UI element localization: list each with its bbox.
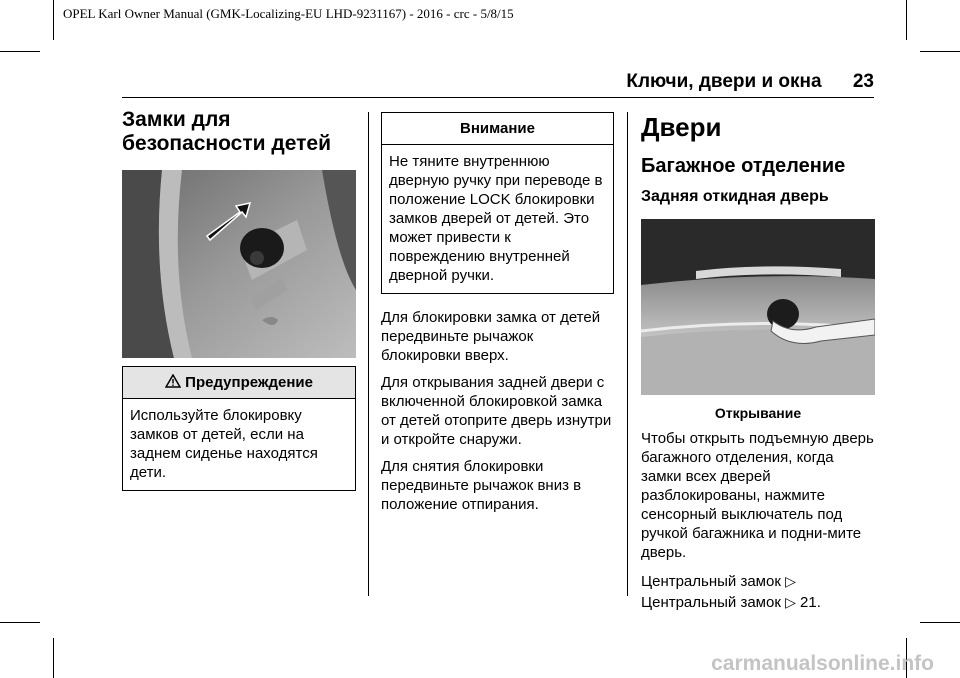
crop-mark bbox=[920, 622, 960, 623]
cross-reference[interactable] bbox=[641, 593, 875, 612]
warning-text: Используйте блокировку замков от детей, если на заднем сиденье находятся дети. bbox=[130, 407, 318, 481]
page-reference-triangle-icon: ▷ bbox=[785, 573, 796, 589]
page-number: 23 bbox=[852, 71, 874, 92]
crop-mark bbox=[0, 622, 40, 623]
crop-mark bbox=[0, 51, 40, 52]
warning-triangle-icon bbox=[165, 374, 185, 391]
running-head-title: Ключи, двери и окна bbox=[626, 71, 822, 92]
cross-reference-page: 21. bbox=[800, 594, 821, 611]
child-lock-illustration bbox=[122, 170, 356, 358]
cross-reference[interactable] bbox=[641, 572, 875, 591]
section-title-child-locks: Замки для безопасности детей bbox=[122, 108, 331, 155]
paragraph-open: Для открывания задней двери с включенной блокировкой замка от детей отоприте дверь изнутри и откройте снаружи. bbox=[381, 374, 612, 448]
notice-box bbox=[381, 112, 614, 294]
tailgate-photo bbox=[641, 219, 875, 395]
tailgate-illustration bbox=[641, 219, 875, 395]
column-1 bbox=[122, 108, 356, 491]
child-lock-photo bbox=[122, 170, 356, 358]
page-reference-triangle-icon: ▷ bbox=[785, 594, 796, 610]
chapter-title-doors: Двери bbox=[641, 112, 722, 142]
running-head bbox=[626, 71, 874, 93]
cross-reference-label: Центральный замок bbox=[641, 594, 781, 611]
warning-box bbox=[122, 366, 356, 491]
notice-text: Не тяните внутреннюю дверную ручку при переводе в положение LOCK блокировки замков дверей от детей. Это может привести к повреждению внутренней дверной ручки. bbox=[389, 153, 603, 284]
paragraph-tailgate-open: Чтобы открыть подъемную дверь багажного отделения, когда замки всех дверей разблокированы, нажмите сенсорный выключатель под ручкой багажника и подни-мите дверь. bbox=[641, 430, 874, 561]
crop-mark bbox=[53, 0, 54, 40]
warning-heading: Предупреждение bbox=[185, 374, 313, 391]
column-2 bbox=[381, 112, 614, 522]
notice-heading: Внимание bbox=[382, 113, 613, 145]
paragraph-unlock: Для снятия блокировки передвиньте рычажок вниз в положение отпирания. bbox=[381, 458, 582, 513]
document-meta-header: OPEL Karl Owner Manual (GMK-Localizing-EU LHD-9231167) - 2016 - crc - 5/8/15 bbox=[63, 6, 514, 21]
crop-mark bbox=[906, 0, 907, 40]
column-divider bbox=[627, 112, 628, 596]
paragraph-lock: Для блокировки замка от детей передвиньте рычажок блокировки вверх. bbox=[381, 309, 601, 364]
figure-caption: Открывание bbox=[714, 405, 802, 421]
section-title-luggage: Багажное отделение bbox=[641, 155, 846, 177]
crop-mark bbox=[920, 51, 960, 52]
subsection-title-tailgate: Задняя откидная дверь bbox=[641, 188, 829, 205]
column-divider bbox=[368, 112, 369, 596]
warning-box-header bbox=[123, 367, 355, 399]
crop-mark bbox=[53, 638, 54, 678]
cross-reference-label: Центральный замок bbox=[641, 573, 781, 590]
header-rule bbox=[122, 97, 874, 98]
watermark: carmanualsonline.info bbox=[711, 652, 934, 675]
column-3 bbox=[641, 108, 875, 620]
